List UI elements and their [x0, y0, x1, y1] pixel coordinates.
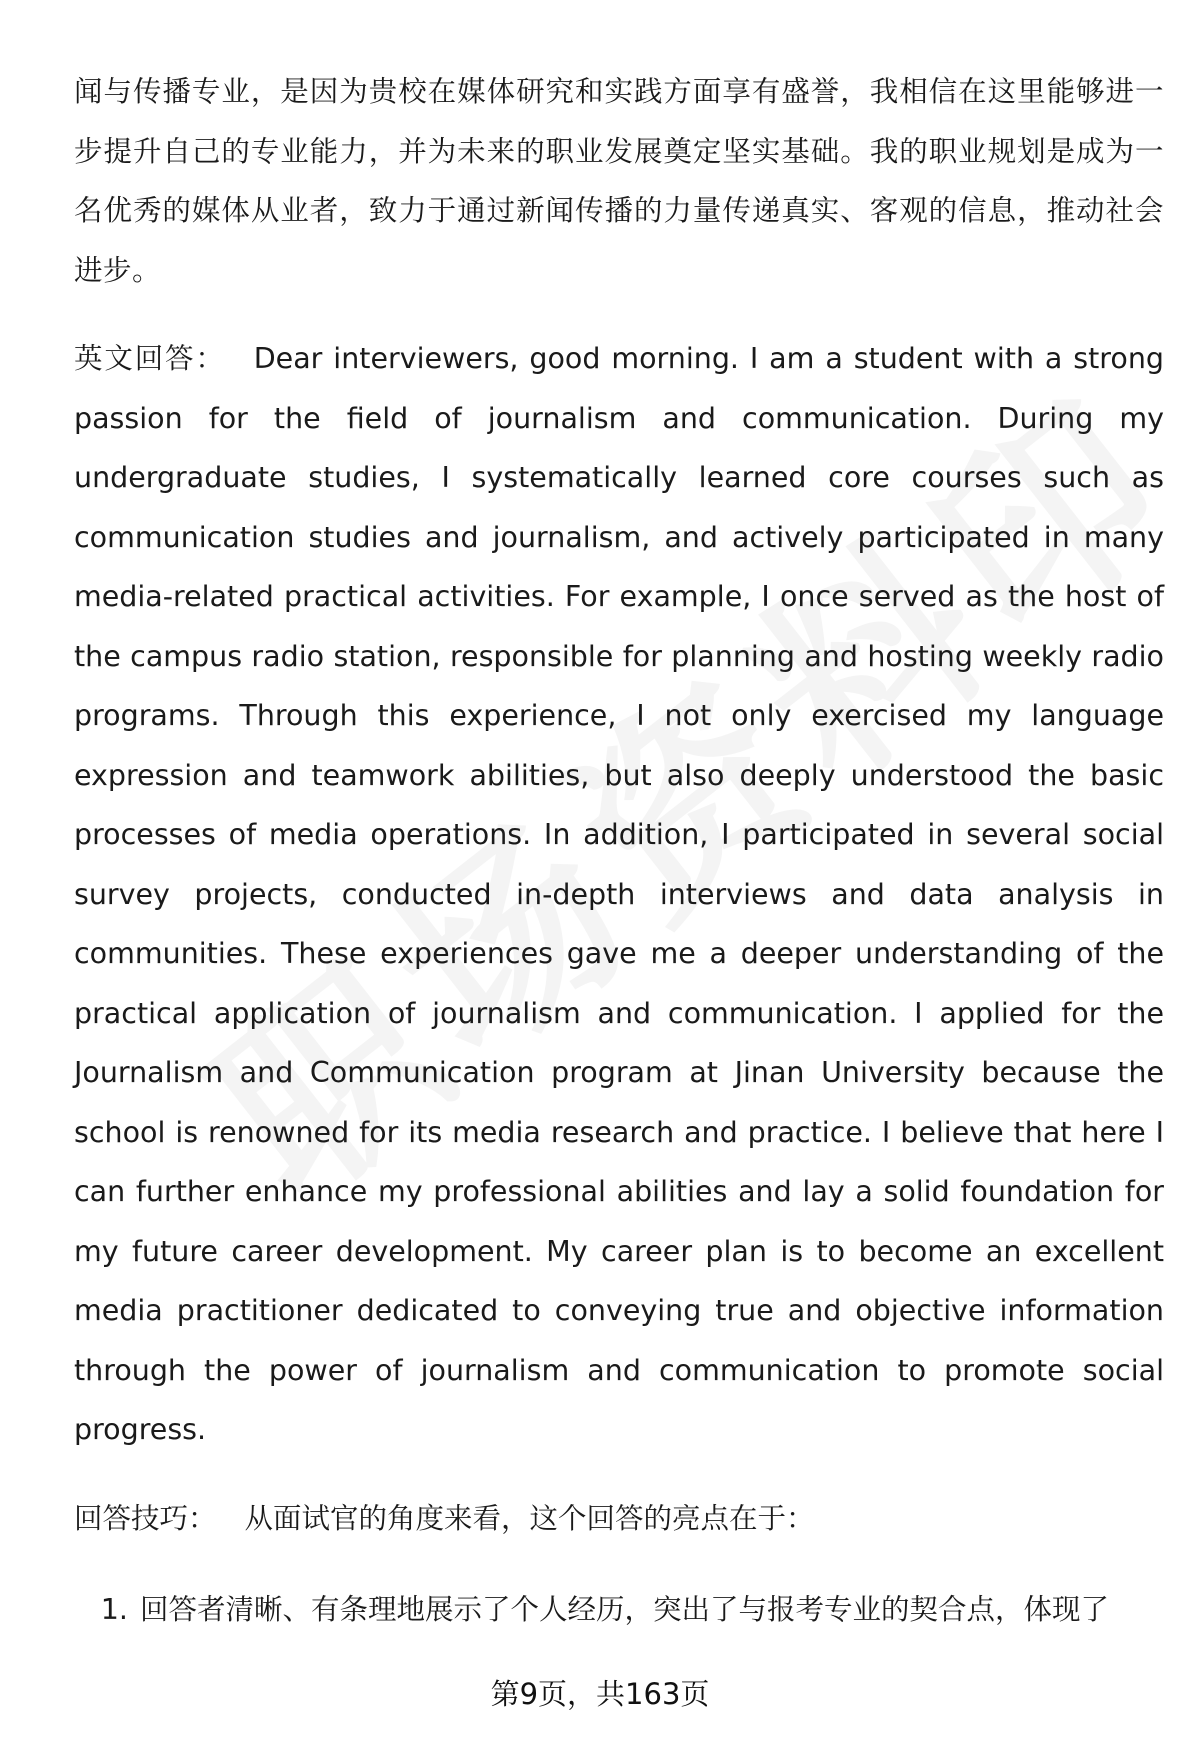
- english-answer-paragraph: [74, 329, 1164, 1460]
- intro-paragraph: 闻与传播专业，是因为贵校在媒体研究和实践方面享有盛誉，我相信在这里能够进一步提升自己的专业能力，并为未来的职业发展奠定坚实基础。我的职业规划是成为一名优秀的媒体从业者，致力于通过新闻传播的力量传递真实、客观的信息，推动社会进步。: [74, 75, 1164, 287]
- list-item: [74, 1580, 1164, 1640]
- tips-label: 回答技巧：: [74, 1501, 217, 1535]
- english-answer-text: Dear interviewers, good morning. I am a student with a strong passion for the field of journalism and communication. During my undergraduate studies, I systematically learned core courses such as communication studies and journalism, and actively participated in many media-related practical activities. For example, I once served as the host of the campus radio station, responsible for planning and hosting weekly radio programs. Through this experience, I not only exercised my language expression and teamwork abilities, but also deeply understood the basic processes of media operations. In addition, I participated in several social survey projects, conducted in-depth interviews and data analysis in communities. These experiences gave me a deeper understanding of the practical application of journalism and communication. I applied for the Journalism and Communication program at Jinan University because the school is renowned for its media research and practice. I believe that here I can further enhance my professional abilities and lay a solid foundation for my future career development. My career plan is to become an excellent media practitioner dedicated to conveying true and objective information through the power of journalism and communication to promote social progress.: [74, 342, 1164, 1446]
- english-answer-label: 英文回答：: [74, 342, 226, 375]
- page-content: [74, 62, 1164, 1640]
- tips-list: [74, 1580, 1164, 1640]
- page-footer: 第9页，共163页: [490, 1677, 710, 1711]
- tips-paragraph: [74, 1489, 1164, 1549]
- list-item-text: 回答者清晰、有条理地展示了个人经历，突出了与报考专业的契合点，体现了: [140, 1593, 1110, 1626]
- tips-text: 从面试官的角度来看，这个回答的亮点在于：: [244, 1501, 815, 1535]
- list-item-number: 1.: [100, 1593, 128, 1626]
